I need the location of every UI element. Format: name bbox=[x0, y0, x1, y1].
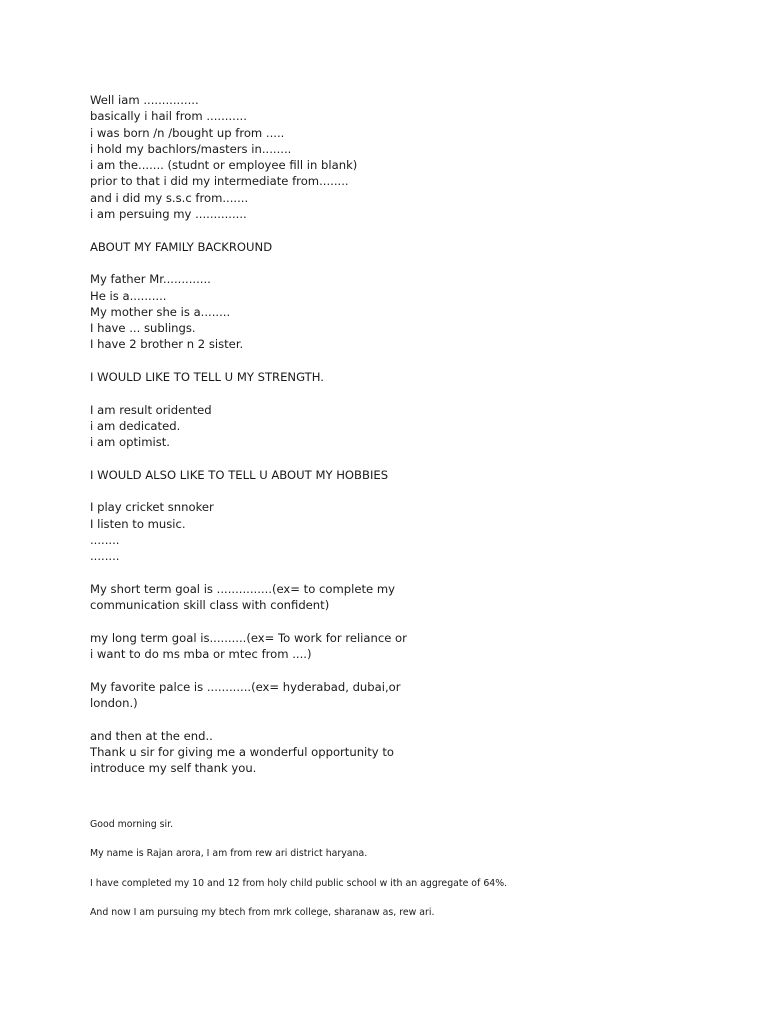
favorite-place-line: My favorite palce is ............(ex= hyderabad, dubai,or bbox=[90, 679, 401, 694]
intro-line: i hold my bachlors/masters in........ bbox=[90, 141, 292, 156]
long-term-goal-line: i want to do ms mba or mtec from ....) bbox=[90, 647, 312, 662]
family-line: My father Mr............. bbox=[90, 272, 211, 287]
hobbies-heading: I WOULD ALSO LIKE TO TELL U ABOUT MY HOBBIES bbox=[90, 467, 389, 482]
family-heading: ABOUT MY FAMILY BACKROUND bbox=[90, 239, 273, 254]
intro-line: and i did my s.s.c from....... bbox=[90, 190, 249, 205]
intro-template bbox=[90, 92, 710, 776]
strength-line: i am optimist. bbox=[90, 435, 170, 450]
short-term-goal-line: communication skill class with confident) bbox=[90, 598, 330, 613]
closing-line: introduce my self thank you. bbox=[90, 761, 257, 776]
hobby-line: ........ bbox=[90, 533, 120, 548]
hobby-line: I play cricket snnoker bbox=[90, 500, 214, 515]
example-education-line: I have completed my 10 and 12 from holy child public school w ith an aggregate of 64%. bbox=[90, 877, 508, 889]
intro-line: i am the....... (studnt or employee fill in blank) bbox=[90, 158, 358, 173]
strengths-paragraph bbox=[90, 402, 710, 451]
example-name-line: My name is Rajan arora, I am from rew ari district haryana. bbox=[90, 848, 368, 860]
hobbies-paragraph bbox=[90, 499, 710, 564]
example-current-study-line: And now I am pursuing my btech from mrk college, sharanaw as, rew ari. bbox=[90, 906, 435, 918]
intro-line: Well iam ............... bbox=[90, 93, 199, 107]
family-line: My mother she is a........ bbox=[90, 304, 231, 319]
family-heading-paragraph bbox=[90, 239, 710, 255]
long-term-goal-line: my long term goal is..........(ex= To work for reliance or bbox=[90, 630, 407, 645]
short-term-goal-line: My short term goal is ...............(ex= to complete my bbox=[90, 581, 395, 596]
short-term-goal-paragraph bbox=[90, 581, 710, 614]
intro-line: i am persuing my .............. bbox=[90, 207, 247, 222]
long-term-goal-paragraph bbox=[90, 630, 710, 663]
hobby-line: ........ bbox=[90, 549, 120, 564]
strength-line: i am dedicated. bbox=[90, 418, 181, 433]
favorite-place-line: london.) bbox=[90, 695, 138, 710]
family-line: He is a.......... bbox=[90, 288, 167, 303]
strength-heading: I WOULD LIKE TO TELL U MY STRENGTH. bbox=[90, 370, 324, 385]
family-line: I have ... sublings. bbox=[90, 321, 196, 336]
closing-line: Thank u sir for giving me a wonderful opportunity to bbox=[90, 744, 394, 759]
example-greeting: Good morning sir. bbox=[90, 819, 174, 830]
closing-paragraph bbox=[90, 728, 710, 777]
hobby-line: I listen to music. bbox=[90, 516, 186, 531]
closing-line: and then at the end.. bbox=[90, 728, 213, 743]
intro-line: basically i hail from ........... bbox=[90, 109, 247, 124]
strength-line: I am result oridented bbox=[90, 402, 212, 417]
family-line: I have 2 brother n 2 sister. bbox=[90, 337, 244, 352]
hobbies-heading-paragraph bbox=[90, 467, 710, 483]
example-introduction bbox=[90, 818, 730, 935]
strength-heading-paragraph bbox=[90, 369, 710, 385]
family-paragraph bbox=[90, 271, 710, 352]
intro-line: i was born /n /bought up from ..... bbox=[90, 125, 285, 140]
intro-line: prior to that i did my intermediate from........ bbox=[90, 174, 349, 189]
intro-paragraph bbox=[90, 92, 710, 222]
favorite-place-paragraph bbox=[90, 679, 710, 712]
